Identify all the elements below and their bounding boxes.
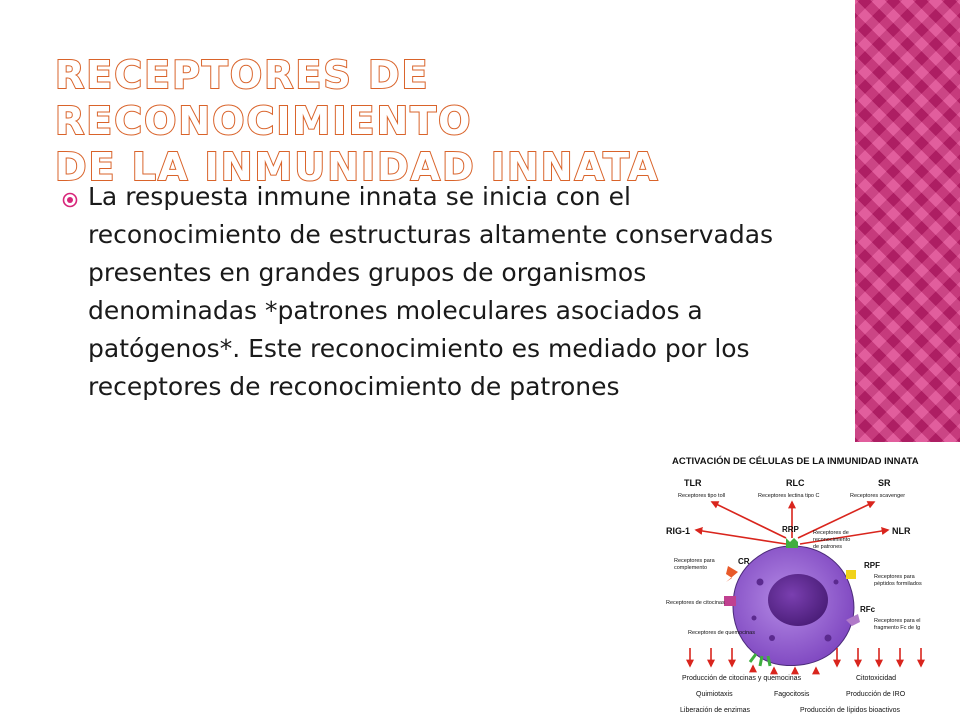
figure-svg xyxy=(660,442,960,720)
output-iro: Producción de IRO xyxy=(846,691,906,698)
label-cr: CR xyxy=(738,557,750,566)
output-liberacion: Liberación de enzimas xyxy=(680,707,751,714)
cr-sub-2: complemento xyxy=(674,565,708,571)
cell-granule xyxy=(752,616,757,621)
label-citocinas: Receptores de citocinas xyxy=(666,600,725,606)
label-tlr: TLR xyxy=(684,478,702,488)
output-quimiotaxis: Quimiotaxis xyxy=(696,691,733,698)
cell-granule xyxy=(825,635,832,642)
label-rlc: RLC xyxy=(786,478,805,488)
bullet-item xyxy=(62,178,802,406)
rfc-sub-2: fragmento Fc de Ig xyxy=(874,625,921,631)
output-produccion: Producción de citocinas y quemocinas xyxy=(682,675,802,682)
output-citotoxicidad: Citotoxicidad xyxy=(856,675,897,682)
label-sr-sub: Receptores scavenger xyxy=(850,493,906,499)
cell-granule xyxy=(757,579,764,586)
label-quemocinas: Receptores de quemocinas xyxy=(688,630,755,636)
label-nlr: NLR xyxy=(892,526,911,536)
title-line-1: RECEPTORES DE RECONOCIMIENTO xyxy=(55,53,473,143)
rpf-sub-2: péptidos formilados xyxy=(874,581,922,587)
label-tlr-sub: Receptores tipo toll xyxy=(678,493,726,499)
cell-nucleus xyxy=(768,574,828,626)
cr-sub-1: Receptores para xyxy=(674,558,715,564)
bullet-icon xyxy=(62,192,78,208)
figure-heading: ACTIVACIÓN DE CÉLULAS DE LA INMUNIDAD INNATA xyxy=(672,456,919,467)
arrow-to-tlr xyxy=(712,502,786,538)
output-fagocitosis: Fagocitosis xyxy=(774,691,810,698)
cell-granule xyxy=(834,580,839,585)
title-line-2: DE LA INMUNIDAD INNATA xyxy=(55,145,660,189)
label-rpf: RPF xyxy=(864,561,880,570)
rpf-receptor xyxy=(846,570,856,579)
immune-cell-figure xyxy=(660,442,960,720)
cr-receptor xyxy=(726,566,738,582)
output-lipidos: Producción de lípidos bioactivos xyxy=(800,707,901,714)
rrp-sub-1: Receptores de xyxy=(813,530,849,536)
label-rig: RIG-1 xyxy=(666,526,691,536)
rrp-receptor xyxy=(786,538,798,548)
slide-title xyxy=(55,52,845,190)
citocina-receptor xyxy=(724,596,736,606)
cell-granule xyxy=(769,635,775,641)
label-rrp: RRP xyxy=(782,525,799,534)
rrp-sub-2: reconocimiento xyxy=(813,537,851,543)
rrp-sub-3: de patrones xyxy=(813,544,843,550)
rpf-sub-1: Receptores para xyxy=(874,574,915,580)
label-sr: SR xyxy=(878,478,891,488)
label-rfc: RFc xyxy=(860,605,876,614)
label-rlc-sub: Receptores lectina tipo C xyxy=(758,493,820,499)
bullet-text: La respuesta inmune innata se inicia con el reconocimiento de estructuras altamente conservadas presentes en grandes grupos de organismos denominadas *patrones moleculares asociados a patógenos*. Este reconocimiento es mediado por los receptores de reconocimiento de patrones xyxy=(88,182,774,401)
rfc-sub-1: Receptores para el xyxy=(874,618,921,624)
